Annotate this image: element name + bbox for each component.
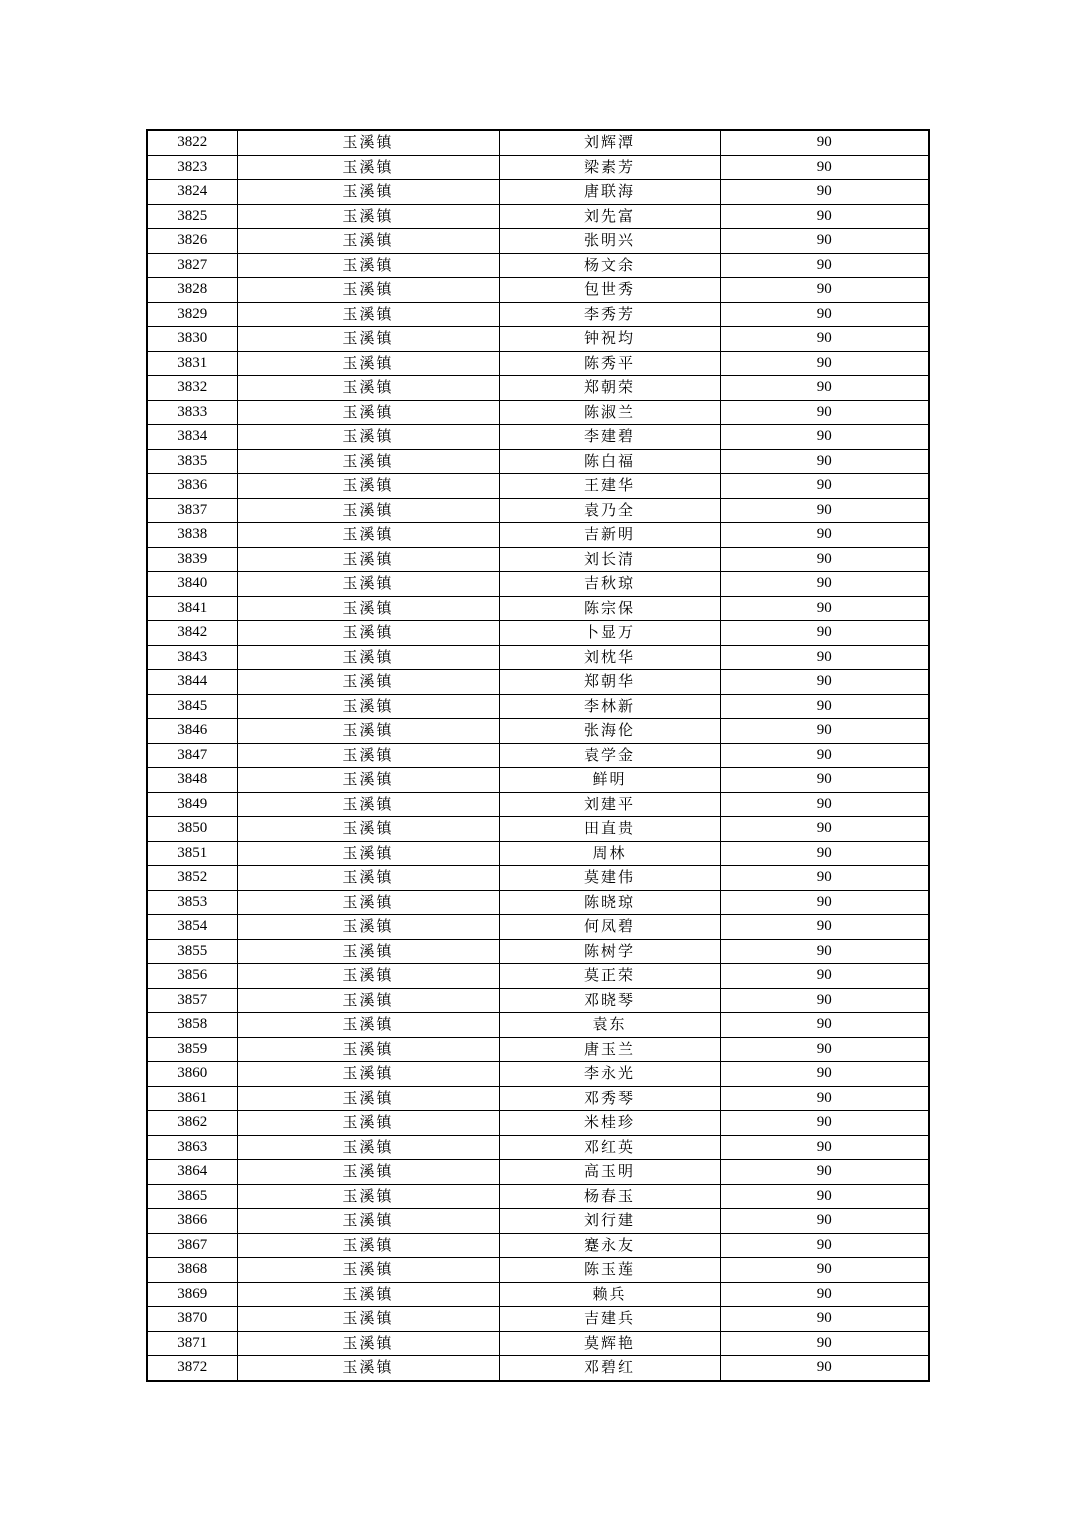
name-cell: 李林新	[499, 694, 720, 719]
name-cell: 邓碧红	[499, 1356, 720, 1381]
town-cell: 玉溪镇	[237, 425, 499, 450]
score-cell: 90	[720, 229, 929, 254]
name-cell: 杨文余	[499, 253, 720, 278]
town-cell: 玉溪镇	[237, 768, 499, 793]
row-number-cell: 3858	[147, 1013, 237, 1038]
score-cell: 90	[720, 130, 929, 155]
name-cell: 陈玉莲	[499, 1258, 720, 1283]
name-cell: 郑朝华	[499, 670, 720, 695]
table-row	[147, 523, 929, 548]
name-cell: 钟祝均	[499, 327, 720, 352]
name-cell: 刘辉潭	[499, 130, 720, 155]
name-cell: 杨春玉	[499, 1184, 720, 1209]
town-cell: 玉溪镇	[237, 1209, 499, 1234]
score-cell: 90	[720, 376, 929, 401]
town-cell: 玉溪镇	[237, 351, 499, 376]
table-row	[147, 670, 929, 695]
town-cell: 玉溪镇	[237, 1160, 499, 1185]
row-number-cell: 3829	[147, 302, 237, 327]
table-row	[147, 155, 929, 180]
score-cell: 90	[720, 1209, 929, 1234]
table-row	[147, 768, 929, 793]
score-cell: 90	[720, 768, 929, 793]
row-number-cell: 3843	[147, 645, 237, 670]
row-number-cell: 3872	[147, 1356, 237, 1381]
town-cell: 玉溪镇	[237, 1258, 499, 1283]
score-cell: 90	[720, 1037, 929, 1062]
name-cell: 赖兵	[499, 1282, 720, 1307]
name-cell: 莫建伟	[499, 866, 720, 891]
town-cell: 玉溪镇	[237, 694, 499, 719]
score-cell: 90	[720, 253, 929, 278]
score-cell: 90	[720, 1258, 929, 1283]
table-row	[147, 1233, 929, 1258]
table-row	[147, 204, 929, 229]
name-cell: 陈宗保	[499, 596, 720, 621]
row-number-cell: 3864	[147, 1160, 237, 1185]
table-row	[147, 1282, 929, 1307]
row-number-cell: 3856	[147, 964, 237, 989]
name-cell: 邓晓琴	[499, 988, 720, 1013]
town-cell: 玉溪镇	[237, 792, 499, 817]
row-number-cell: 3828	[147, 278, 237, 303]
score-cell: 90	[720, 1013, 929, 1038]
row-number-cell: 3823	[147, 155, 237, 180]
row-number-cell: 3855	[147, 939, 237, 964]
table-row	[147, 621, 929, 646]
table-row	[147, 1184, 929, 1209]
name-cell: 刘枕华	[499, 645, 720, 670]
town-cell: 玉溪镇	[237, 915, 499, 940]
name-cell: 梁素芳	[499, 155, 720, 180]
table-row	[147, 890, 929, 915]
row-number-cell: 3836	[147, 474, 237, 499]
town-cell: 玉溪镇	[237, 1331, 499, 1356]
name-cell: 莫辉艳	[499, 1331, 720, 1356]
town-cell: 玉溪镇	[237, 670, 499, 695]
town-cell: 玉溪镇	[237, 523, 499, 548]
table-row	[147, 1331, 929, 1356]
score-cell: 90	[720, 670, 929, 695]
score-cell: 90	[720, 694, 929, 719]
row-number-cell: 3849	[147, 792, 237, 817]
score-cell: 90	[720, 351, 929, 376]
name-cell: 陈晓琼	[499, 890, 720, 915]
row-number-cell: 3827	[147, 253, 237, 278]
row-number-cell: 3833	[147, 400, 237, 425]
score-cell: 90	[720, 645, 929, 670]
table-row	[147, 425, 929, 450]
town-cell: 玉溪镇	[237, 498, 499, 523]
row-number-cell: 3851	[147, 841, 237, 866]
table-row	[147, 1062, 929, 1087]
row-number-cell: 3861	[147, 1086, 237, 1111]
town-cell: 玉溪镇	[237, 130, 499, 155]
row-number-cell: 3868	[147, 1258, 237, 1283]
row-number-cell: 3824	[147, 180, 237, 205]
table-row	[147, 1258, 929, 1283]
town-cell: 玉溪镇	[237, 1062, 499, 1087]
table-row	[147, 1209, 929, 1234]
town-cell: 玉溪镇	[237, 1184, 499, 1209]
score-cell: 90	[720, 1356, 929, 1381]
name-cell: 李建碧	[499, 425, 720, 450]
table-row	[147, 866, 929, 891]
score-cell: 90	[720, 302, 929, 327]
roster-table	[146, 129, 930, 1382]
score-cell: 90	[720, 1111, 929, 1136]
town-cell: 玉溪镇	[237, 1135, 499, 1160]
name-cell: 刘行建	[499, 1209, 720, 1234]
name-cell: 周林	[499, 841, 720, 866]
table-row	[147, 1160, 929, 1185]
row-number-cell: 3822	[147, 130, 237, 155]
row-number-cell: 3859	[147, 1037, 237, 1062]
table-row	[147, 915, 929, 940]
row-number-cell: 3848	[147, 768, 237, 793]
score-cell: 90	[720, 939, 929, 964]
town-cell: 玉溪镇	[237, 229, 499, 254]
table-row	[147, 1307, 929, 1332]
town-cell: 玉溪镇	[237, 719, 499, 744]
town-cell: 玉溪镇	[237, 449, 499, 474]
score-cell: 90	[720, 1233, 929, 1258]
name-cell: 唐联海	[499, 180, 720, 205]
town-cell: 玉溪镇	[237, 817, 499, 842]
town-cell: 玉溪镇	[237, 327, 499, 352]
row-number-cell: 3860	[147, 1062, 237, 1087]
town-cell: 玉溪镇	[237, 890, 499, 915]
table-row	[147, 229, 929, 254]
table-row	[147, 130, 929, 155]
row-number-cell: 3857	[147, 988, 237, 1013]
town-cell: 玉溪镇	[237, 572, 499, 597]
row-number-cell: 3834	[147, 425, 237, 450]
row-number-cell: 3826	[147, 229, 237, 254]
name-cell: 李秀芳	[499, 302, 720, 327]
name-cell: 田直贵	[499, 817, 720, 842]
row-number-cell: 3847	[147, 743, 237, 768]
name-cell: 邓秀琴	[499, 1086, 720, 1111]
row-number-cell: 3846	[147, 719, 237, 744]
table-row	[147, 1013, 929, 1038]
score-cell: 90	[720, 1062, 929, 1087]
town-cell: 玉溪镇	[237, 180, 499, 205]
name-cell: 鲜明	[499, 768, 720, 793]
row-number-cell: 3832	[147, 376, 237, 401]
name-cell: 李永光	[499, 1062, 720, 1087]
town-cell: 玉溪镇	[237, 155, 499, 180]
town-cell: 玉溪镇	[237, 302, 499, 327]
table-row	[147, 694, 929, 719]
row-number-cell: 3853	[147, 890, 237, 915]
town-cell: 玉溪镇	[237, 596, 499, 621]
town-cell: 玉溪镇	[237, 988, 499, 1013]
roster-body	[147, 130, 929, 1381]
score-cell: 90	[720, 1160, 929, 1185]
town-cell: 玉溪镇	[237, 1282, 499, 1307]
score-cell: 90	[720, 988, 929, 1013]
town-cell: 玉溪镇	[237, 474, 499, 499]
row-number-cell: 3838	[147, 523, 237, 548]
name-cell: 米桂珍	[499, 1111, 720, 1136]
row-number-cell: 3862	[147, 1111, 237, 1136]
row-number-cell: 3863	[147, 1135, 237, 1160]
table-row	[147, 572, 929, 597]
table-row	[147, 939, 929, 964]
row-number-cell: 3841	[147, 596, 237, 621]
town-cell: 玉溪镇	[237, 400, 499, 425]
name-cell: 王建华	[499, 474, 720, 499]
name-cell: 吉秋琼	[499, 572, 720, 597]
row-number-cell: 3839	[147, 547, 237, 572]
row-number-cell: 3831	[147, 351, 237, 376]
name-cell: 吉新明	[499, 523, 720, 548]
table-row	[147, 302, 929, 327]
town-cell: 玉溪镇	[237, 1111, 499, 1136]
table-row	[147, 253, 929, 278]
town-cell: 玉溪镇	[237, 866, 499, 891]
table-row	[147, 327, 929, 352]
name-cell: 袁学金	[499, 743, 720, 768]
score-cell: 90	[720, 792, 929, 817]
score-cell: 90	[720, 866, 929, 891]
score-cell: 90	[720, 1307, 929, 1332]
row-number-cell: 3865	[147, 1184, 237, 1209]
row-number-cell: 3852	[147, 866, 237, 891]
table-row	[147, 596, 929, 621]
score-cell: 90	[720, 817, 929, 842]
name-cell: 袁乃全	[499, 498, 720, 523]
score-cell: 90	[720, 1184, 929, 1209]
town-cell: 玉溪镇	[237, 1307, 499, 1332]
score-cell: 90	[720, 1331, 929, 1356]
table-row	[147, 1037, 929, 1062]
table-row	[147, 988, 929, 1013]
score-cell: 90	[720, 204, 929, 229]
name-cell: 张明兴	[499, 229, 720, 254]
name-cell: 莫正荣	[499, 964, 720, 989]
row-number-cell: 3830	[147, 327, 237, 352]
score-cell: 90	[720, 523, 929, 548]
row-number-cell: 3866	[147, 1209, 237, 1234]
table-row	[147, 449, 929, 474]
name-cell: 陈树学	[499, 939, 720, 964]
table-row	[147, 792, 929, 817]
table-row	[147, 719, 929, 744]
town-cell: 玉溪镇	[237, 1037, 499, 1062]
row-number-cell: 3850	[147, 817, 237, 842]
name-cell: 包世秀	[499, 278, 720, 303]
name-cell: 邓红英	[499, 1135, 720, 1160]
name-cell: 陈淑兰	[499, 400, 720, 425]
score-cell: 90	[720, 915, 929, 940]
name-cell: 张海伦	[499, 719, 720, 744]
town-cell: 玉溪镇	[237, 964, 499, 989]
name-cell: 陈白福	[499, 449, 720, 474]
row-number-cell: 3871	[147, 1331, 237, 1356]
town-cell: 玉溪镇	[237, 1086, 499, 1111]
score-cell: 90	[720, 498, 929, 523]
name-cell: 陈秀平	[499, 351, 720, 376]
table-row	[147, 180, 929, 205]
name-cell: 刘建平	[499, 792, 720, 817]
row-number-cell: 3845	[147, 694, 237, 719]
town-cell: 玉溪镇	[237, 645, 499, 670]
score-cell: 90	[720, 400, 929, 425]
table-row	[147, 964, 929, 989]
score-cell: 90	[720, 890, 929, 915]
score-cell: 90	[720, 1282, 929, 1307]
row-number-cell: 3870	[147, 1307, 237, 1332]
table-row	[147, 376, 929, 401]
score-cell: 90	[720, 596, 929, 621]
score-cell: 90	[720, 327, 929, 352]
table-row	[147, 645, 929, 670]
row-number-cell: 3869	[147, 1282, 237, 1307]
table-row	[147, 351, 929, 376]
score-cell: 90	[720, 719, 929, 744]
town-cell: 玉溪镇	[237, 253, 499, 278]
table-row	[147, 278, 929, 303]
town-cell: 玉溪镇	[237, 743, 499, 768]
score-cell: 90	[720, 1086, 929, 1111]
row-number-cell: 3844	[147, 670, 237, 695]
row-number-cell: 3840	[147, 572, 237, 597]
score-cell: 90	[720, 1135, 929, 1160]
row-number-cell: 3825	[147, 204, 237, 229]
table-row	[147, 1086, 929, 1111]
score-cell: 90	[720, 155, 929, 180]
town-cell: 玉溪镇	[237, 841, 499, 866]
row-number-cell: 3867	[147, 1233, 237, 1258]
town-cell: 玉溪镇	[237, 621, 499, 646]
table-row	[147, 547, 929, 572]
name-cell: 蹇永友	[499, 1233, 720, 1258]
score-cell: 90	[720, 180, 929, 205]
score-cell: 90	[720, 964, 929, 989]
name-cell: 刘长清	[499, 547, 720, 572]
row-number-cell: 3854	[147, 915, 237, 940]
town-cell: 玉溪镇	[237, 1013, 499, 1038]
score-cell: 90	[720, 474, 929, 499]
town-cell: 玉溪镇	[237, 376, 499, 401]
name-cell: 袁东	[499, 1013, 720, 1038]
town-cell: 玉溪镇	[237, 204, 499, 229]
name-cell: 唐玉兰	[499, 1037, 720, 1062]
score-cell: 90	[720, 841, 929, 866]
name-cell: 何凤碧	[499, 915, 720, 940]
score-cell: 90	[720, 449, 929, 474]
row-number-cell: 3842	[147, 621, 237, 646]
name-cell: 卜显万	[499, 621, 720, 646]
table-row	[147, 841, 929, 866]
town-cell: 玉溪镇	[237, 278, 499, 303]
table-row	[147, 498, 929, 523]
table-row	[147, 1356, 929, 1381]
town-cell: 玉溪镇	[237, 1233, 499, 1258]
row-number-cell: 3835	[147, 449, 237, 474]
name-cell: 郑朝荣	[499, 376, 720, 401]
town-cell: 玉溪镇	[237, 547, 499, 572]
table-row	[147, 817, 929, 842]
score-cell: 90	[720, 572, 929, 597]
table-row	[147, 1135, 929, 1160]
score-cell: 90	[720, 743, 929, 768]
row-number-cell: 3837	[147, 498, 237, 523]
table-row	[147, 400, 929, 425]
name-cell: 吉建兵	[499, 1307, 720, 1332]
score-cell: 90	[720, 278, 929, 303]
score-cell: 90	[720, 621, 929, 646]
score-cell: 90	[720, 547, 929, 572]
town-cell: 玉溪镇	[237, 1356, 499, 1381]
table-row	[147, 474, 929, 499]
table-row	[147, 1111, 929, 1136]
score-cell: 90	[720, 425, 929, 450]
name-cell: 高玉明	[499, 1160, 720, 1185]
table-row	[147, 743, 929, 768]
name-cell: 刘先富	[499, 204, 720, 229]
town-cell: 玉溪镇	[237, 939, 499, 964]
